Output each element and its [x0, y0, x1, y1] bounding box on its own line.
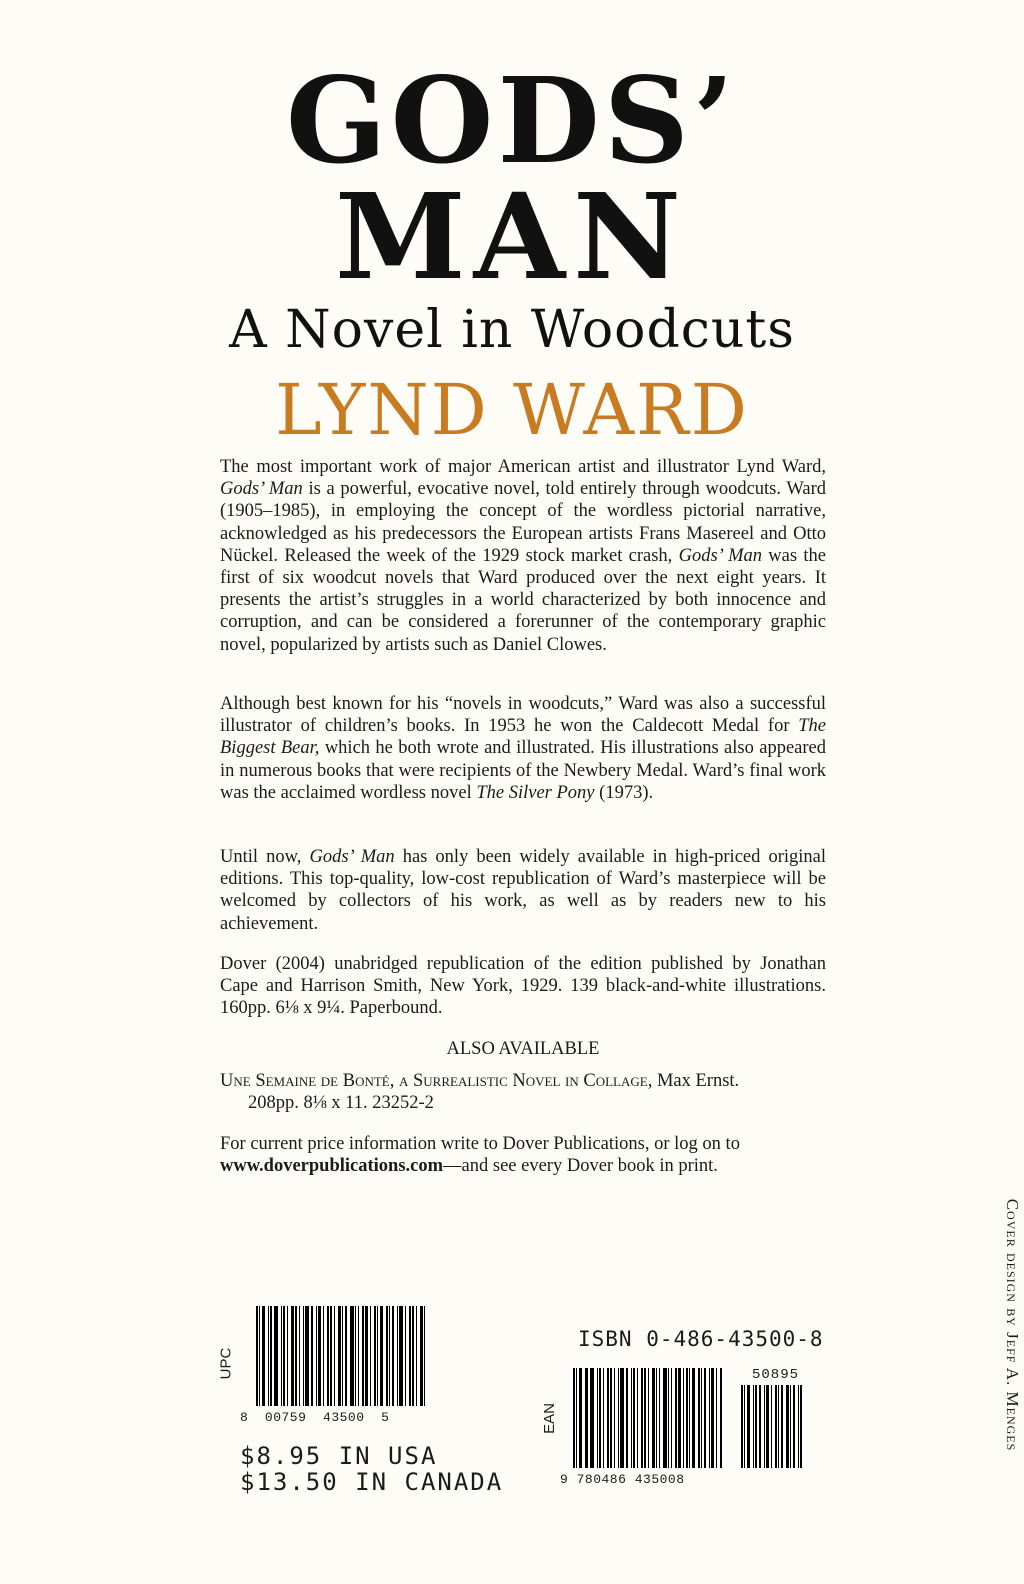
- barcode-bar: [709, 1368, 710, 1468]
- price-info-line1: For current price information write to Dover Publications, or log on to: [220, 1134, 740, 1154]
- price-info-line2: —and see every Dover book in print.: [443, 1156, 718, 1176]
- barcode-bar: [716, 1368, 717, 1468]
- barcode-bar: [637, 1368, 638, 1468]
- text-run: Dover (2004) unabridged republication of the edition published by Jonathan Cape and Harrison Smith, New York, 1929. 139 black-and-white illustrations. 160pp. 6⅛ x 9¼. Paperbound.: [220, 954, 826, 1019]
- italic-title: The Biggest Bear,: [220, 716, 826, 759]
- barcode-bar: [295, 1306, 297, 1406]
- barcode-bar: [631, 1368, 632, 1468]
- italic-title: Gods’ Man: [309, 847, 395, 867]
- barcode-bar: [311, 1306, 313, 1406]
- publisher-url: www.doverpublications.com: [220, 1156, 444, 1176]
- description-paragraph-1: [220, 456, 826, 656]
- barcode-bar: [358, 1306, 359, 1406]
- upc-label: UPC: [217, 1347, 235, 1380]
- barcode-bar: [675, 1368, 677, 1468]
- barcode-bar: [671, 1368, 672, 1468]
- text-run: has only been widely available in high-priced original editions. This top-quality, low-cost republication of Ward’s masterpiece will be welcomed by collectors of his work, as well as by readers new to his achievement.: [220, 847, 826, 934]
- barcode-bar: [399, 1306, 403, 1406]
- barcode-bar: [747, 1385, 750, 1468]
- barcode-bar: [652, 1368, 655, 1468]
- italic-title: Gods’ Man: [220, 479, 303, 500]
- barcode-bar: [755, 1385, 757, 1468]
- barcode-bar: [764, 1385, 765, 1468]
- barcode-bar: [586, 1368, 588, 1468]
- barcode-bar: [370, 1306, 371, 1406]
- text-run: is a powerful, evocative novel, told entirely through woodcuts. Ward (1905–1985), in employing the concept of the wordless pictorial narrative, acknowledged as his predecessors the European artists Frans Masereel and Otto Nückel. Released the week of the 1929 stock market crash,: [220, 479, 826, 566]
- barcode-bar: [663, 1368, 667, 1468]
- barcode-bar: [386, 1306, 388, 1406]
- italic-title: The Silver Pony: [476, 782, 595, 803]
- barcode-bar: [590, 1368, 594, 1468]
- barcode-bar: [268, 1306, 269, 1406]
- barcode-bar: [303, 1306, 304, 1406]
- barcode-bar: [420, 1306, 423, 1406]
- text-run: Until now,: [220, 847, 310, 867]
- price-information: [220, 1133, 826, 1177]
- barcode-bar: [633, 1368, 636, 1468]
- text-run: was the first of six woodcut novels that Ward produced over the next eight years. It presents the artist’s struggles in a world characterized by both innocence and corruption, and can be considered a forerunner of the contemporary graphic novel, popularized by artists such as Daniel Clowes.: [220, 545, 826, 655]
- barcode-bar: [599, 1368, 601, 1468]
- barcode-bar: [683, 1368, 684, 1468]
- ean-supplement-barcode: [741, 1385, 821, 1468]
- barcode-bar: [766, 1385, 769, 1468]
- upc-digits: 8 00759 43500 5: [240, 1410, 390, 1425]
- italic-title: Gods’ Man: [678, 545, 762, 566]
- also-item-details: 208pp. 8⅛ x 11. 23252-2: [248, 1093, 434, 1113]
- barcode-bar: [323, 1306, 324, 1406]
- barcode-bar: [299, 1306, 300, 1406]
- barcode-bar: [330, 1306, 332, 1406]
- barcode-bar: [416, 1306, 417, 1406]
- barcode-bar: [291, 1306, 294, 1406]
- also-item-title: Une Semaine de Bonté, a Surrealistic Novel in Collage,: [220, 1071, 653, 1091]
- barcode-bar: [744, 1385, 745, 1468]
- barcode-bar: [409, 1306, 411, 1406]
- barcode-bar: [405, 1306, 406, 1406]
- barcode-bar: [692, 1368, 695, 1468]
- barcode-bar: [350, 1306, 354, 1406]
- barcode-bar: [781, 1385, 783, 1468]
- text-run: The most important work of major American artist and illustrator Lynd Ward,: [220, 457, 826, 477]
- barcode-bar: [790, 1385, 791, 1468]
- barcode-bar: [585, 1368, 586, 1468]
- title-gods: GODS’: [285, 51, 739, 190]
- barcode-bar: [374, 1306, 376, 1406]
- barcode-bar: [283, 1306, 285, 1406]
- barcode-bar: [597, 1368, 598, 1468]
- barcode-bar: [287, 1306, 288, 1406]
- author-name: LYND WARD: [275, 369, 749, 451]
- barcode-bar: [397, 1306, 398, 1406]
- description-paragraph-3: [220, 846, 826, 935]
- also-available-heading: ALSO AVAILABLE: [446, 1039, 600, 1059]
- also-item-author: Max Ernst.: [652, 1071, 740, 1091]
- barcode-bar: [412, 1306, 414, 1406]
- barcode-bar: [620, 1368, 624, 1468]
- price-usa: $8.95 IN USA: [240, 1442, 438, 1470]
- barcode-bar: [256, 1306, 258, 1406]
- text-run: which he both wrote and illustrated. His illustrations also appeared in numerous books that were recipients of the Newbery Medal. Ward’s final work was the acclaimed wordless novel: [220, 738, 826, 803]
- barcode-bar: [626, 1368, 628, 1468]
- cover-design-credit: Cover design by Jeff A. Menges: [1003, 1198, 1022, 1452]
- barcode-bar: [355, 1306, 356, 1406]
- barcode-bar: [759, 1385, 761, 1468]
- barcode-bar: [281, 1306, 282, 1406]
- barcode-bar: [656, 1368, 657, 1468]
- title-man: MAN: [334, 167, 690, 306]
- barcode-bar: [270, 1306, 272, 1406]
- barcode-bar: [753, 1385, 754, 1468]
- barcode-bar: [689, 1368, 690, 1468]
- barcode-bar: [365, 1306, 368, 1406]
- ean-label: EAN: [540, 1403, 558, 1434]
- barcode-bar: [345, 1306, 347, 1406]
- barcode-bar: [659, 1368, 661, 1468]
- barcode-bar: [259, 1306, 260, 1406]
- barcode-bar: [798, 1385, 799, 1468]
- barcode-bar: [338, 1306, 341, 1406]
- text-run: Although best known for his “novels in woodcuts,” Ward was also a successful illustrator of children’s books. In 1953 he won the Caldecott Medal for: [220, 694, 826, 737]
- barcode-bar: [380, 1306, 383, 1406]
- also-available-item: [220, 1070, 826, 1114]
- barcode-bar: [771, 1385, 772, 1468]
- barcode-bar: [704, 1368, 706, 1468]
- barcode-bar: [274, 1306, 278, 1406]
- barcode-bar: [318, 1306, 321, 1406]
- price-canada: $13.50 IN CANADA: [240, 1468, 504, 1496]
- barcode-bar: [701, 1368, 702, 1468]
- text-run: (1973).: [594, 782, 654, 803]
- barcode-bar: [610, 1368, 612, 1468]
- barcode-bar: [614, 1368, 615, 1468]
- barcode-bar: [775, 1385, 777, 1468]
- barcode-bar: [389, 1306, 390, 1406]
- barcode-bar: [316, 1306, 317, 1406]
- barcode-bar: [800, 1385, 802, 1468]
- barcode-bar: [648, 1368, 649, 1468]
- barcode-bar: [579, 1368, 582, 1468]
- barcode-bar: [668, 1368, 669, 1468]
- barcode-bar: [377, 1306, 378, 1406]
- ean-supplement-digits: 50895: [752, 1367, 800, 1383]
- barcode-bar: [786, 1385, 789, 1468]
- barcode-bar: [641, 1368, 643, 1468]
- subtitle: A Novel in Woodcuts: [229, 300, 795, 360]
- barcode-bar: [342, 1306, 343, 1406]
- barcode-bar: [362, 1306, 364, 1406]
- barcode-bar: [607, 1368, 610, 1468]
- publication-details: [220, 953, 826, 1020]
- barcode-bar: [334, 1306, 335, 1406]
- barcode-bar: [678, 1368, 681, 1468]
- barcode-bar: [573, 1368, 575, 1468]
- barcode-bar: [778, 1385, 779, 1468]
- barcode-bar: [720, 1368, 722, 1468]
- barcode-bar: [392, 1306, 394, 1406]
- barcode-bar: [793, 1385, 795, 1468]
- isbn: ISBN 0-486-43500-8: [578, 1327, 824, 1351]
- barcode-bar: [686, 1368, 688, 1468]
- barcode-bar: [305, 1306, 309, 1406]
- barcode-bar: [618, 1368, 619, 1468]
- barcode-bar: [711, 1368, 715, 1468]
- barcode-bar: [327, 1306, 329, 1406]
- barcode-bar: [424, 1306, 425, 1406]
- description-paragraph-2: [220, 693, 826, 804]
- barcode-bar: [644, 1368, 646, 1468]
- barcode-bar: [741, 1385, 743, 1468]
- upc-barcode: [256, 1306, 428, 1406]
- barcode-bar: [698, 1368, 700, 1468]
- barcode-bar: [576, 1368, 577, 1468]
- ean-digits: 9 780486 435008: [560, 1472, 685, 1487]
- ean-barcode: [573, 1368, 723, 1468]
- barcode-bar: [603, 1368, 604, 1468]
- barcode-bar: [262, 1306, 265, 1406]
